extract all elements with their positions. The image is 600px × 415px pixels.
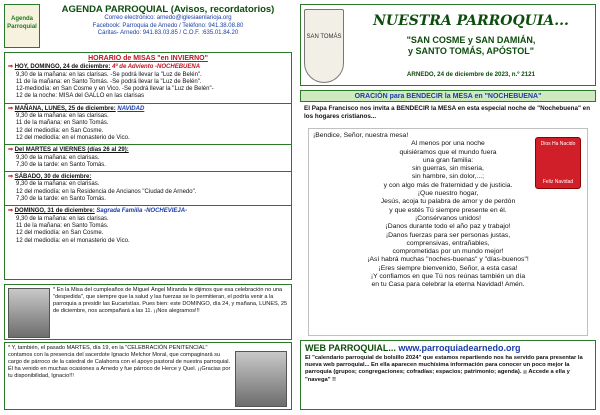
arrow-icon: ⇒ <box>8 64 15 71</box>
prayer-line: quisiéramos que el mundo fuera <box>399 148 497 156</box>
schedule-line: 12 del mediodía: en San Cosme. <box>16 127 104 134</box>
prayer-line: comprometidas por un mundo mejor! <box>392 248 504 256</box>
prayer-intro: El Papa Francisco nos invita a BENDECIR la MESA en esta especial noche de "Nochebuena" en los hogares cristianos... <box>304 105 591 120</box>
schedule-line: 12 del mediodía: en la Residencia de Ancianos "Ciudad de Arnedo". <box>16 188 197 195</box>
prayer-line: sin guerras, sin miseria, <box>412 165 484 173</box>
day-saturday: ⇒ SÁBADO, 30 de diciembre: <box>8 174 92 181</box>
arrow-icon: ⇒ <box>8 105 15 112</box>
schedule-line: 12 del mediodía: en el monasterio de Vico. <box>16 134 130 141</box>
schedule-line: 11 de la mañana: en Santo Tomás. -Se podrá llevar la "Luz de Belén". <box>16 78 202 85</box>
left-page <box>4 4 292 411</box>
day-today: ⇒ HOY, DOMINGO, 24 de diciembre: 4º de Adviento -NOCHEBUENA <box>8 64 201 71</box>
agenda-title: AGENDA PARROQUIAL (Avisos, recordatorios) <box>61 4 275 15</box>
prayer-line: Jesús, acoja tu palabra de amor y de perdón <box>380 198 516 206</box>
schedule-line: 7,30 de la tarde: en Santo Tomás. <box>16 196 106 203</box>
schedule-line: 7,30 de la tarde: en Santo Tomás. <box>16 161 106 168</box>
prayer-line: ¡Que nuestro hogar, <box>417 190 479 198</box>
bulletin-date: ARNEDO, 24 de diciembre de 2023, n.º 2121 <box>406 71 536 78</box>
priest-photo <box>8 288 50 338</box>
schedule-line: 12-mediodía: en San Cosme y en Vico. -Se podrá llevar la "Luz de Belén"- <box>16 86 214 93</box>
agenda-header <box>44 4 292 48</box>
prayer-line: ¡Eres siempre bienvenido, Señor, a esta casa! <box>378 264 518 272</box>
bulletin-subtitle: "SAN COSME y SAN DAMIÁN, y SANTO TOMÁS, APÓSTOL" <box>406 35 536 56</box>
web-url-link[interactable]: www.parroquiadearnedo.org <box>398 343 521 353</box>
schedule-line: 9,30 de la mañana: en clarisas. <box>16 181 100 188</box>
contact-caritas: Cáritas- Arnedo: 941.83.03.85 / C.O.F. :635.01.84.20 <box>97 30 239 37</box>
schedule-title: HORARIO de MISAS "en INVIERNO" <box>88 55 208 62</box>
divider <box>5 171 291 172</box>
news-text: * Y, también, el pasado MARTES, día 19, en la "CELEBRACIÓN PENITENCIAL" contamos con la presencia del sacerdote Ignacio Melchor Moral, que compaginará su cargo de párroco de la catedral de Calahorra con el apoyo pastoral de nuestra parroquial. Él ha venido en muchas ocasiones a Arnedo y fue párroco de Herce y Quel. ¡¡Gracias por tu disponibilidad, Ignacio!!! <box>8 345 231 379</box>
schedule-line: 11 de la mañana: en Santo Tomás. <box>16 222 109 229</box>
divider <box>5 144 291 145</box>
day-monday: ⇒ MAÑANA, LUNES, 25 de diciembre: NAVIDAD <box>8 105 145 112</box>
divider <box>5 205 291 206</box>
web-title: WEB PARROQUIAL... www.parroquiadearnedo.org <box>305 343 521 353</box>
schedule-line: 12 del mediodía: en San Cosme. <box>16 230 104 237</box>
prayer-line: comprensivas, entrañables, <box>406 239 490 247</box>
parish-shield: SAN TOMÁS <box>304 9 344 83</box>
schedule-line: 9,30 de la mañana: en las clarisas. <box>16 113 109 120</box>
schedule-line: 12 de la noche: MISA del GALLO en las clarisas <box>16 93 145 100</box>
christmas-card: Dios Ha Nacido Feliz Navidad <box>535 137 581 189</box>
schedule-line: 9,30 de la mañana: en clarisas. <box>16 154 100 161</box>
news-miranda <box>4 284 292 340</box>
day-weekdays: ⇒ Del MARTES al VIERNES (días 26 al 29): <box>8 147 129 154</box>
prayer-line: ¡Danos durante todo el año paz y trabajo! <box>385 223 511 231</box>
prayer-heading: ORACIÓN para BENDECIR la MESA en "NOCHEBUENA" <box>300 90 596 102</box>
bulletin-header <box>300 4 596 86</box>
prayer-line: ¡Consérvanos unidos! <box>414 214 482 222</box>
divider <box>5 103 291 104</box>
arrow-icon: ⇒ <box>8 174 15 181</box>
web-section <box>300 340 596 410</box>
prayer-line: ¡Bendice, Señor, nuestra mesa! <box>313 132 409 139</box>
prayer-line: sin hambre, sin dolor,...; <box>411 173 485 181</box>
mass-schedule <box>4 52 292 280</box>
schedule-line: 12 del mediodía: en el monasterio de Vico. <box>16 237 130 244</box>
contact-email: Correo electrónico: arnedo@iglesiaenlarioja.org <box>104 15 232 21</box>
agenda-logo: Agenda Parroquial <box>4 4 40 48</box>
prayer-line: una gran familia: <box>422 156 474 164</box>
schedule-line: 11 de la mañana: en Santo Tomás. <box>16 120 109 127</box>
prayer-line: ¡Así habrá muchas "noches-buenas" y "días-buenos"! <box>367 256 529 264</box>
prayer-line: y con algo más de fraternidad y de justicia. <box>383 181 513 189</box>
right-page <box>300 4 596 411</box>
contact-facebook: Facebook: Parroquia de Arnedo / Teléfono: 941.38.08.80 <box>92 22 244 29</box>
day-note: Sagrada Familia -NOCHEVIEJA- <box>96 208 188 215</box>
news-melchor <box>4 342 292 410</box>
prayer-line: Al menos por una noche <box>411 140 485 148</box>
news-text: * En la Misa del cumpleaños de Miguel Ángel Miranda le dijimos que esa celebración no una "despedida", que siempre que la salud y las fuerzas se lo permitieran, el podría venir a la parroquia a presidir las Eucaristías. Pues bien: este DOMINGO, día 24, y mañana, LUNES, 25 de diciembre, nos acompañará a las 11. ¡¡Nos alegramos!!! <box>53 287 288 314</box>
arrow-icon: ⇒ <box>8 147 15 154</box>
prayer-line: en tu Casa para celebrar la eterna Navidad! Amén. <box>371 281 525 289</box>
day-sunday-31: ⇒ DOMINGO, 31 de diciembre: Sagrada Familia -NOCHEVIEJA- <box>8 208 188 215</box>
day-note: NAVIDAD <box>117 105 145 112</box>
web-body: El "calendario parroquial de bolsillo 2024" que estamos repartiendo nos ha servido para presentar la nueva web parroquial... En ella aparecen muchísima información para conocer un poco mejor la parroquia (grupos; congregaciones; cofradías; espacios; patrimonio; agenda). ¡¡ Accede a ella y "navega" !! <box>305 355 583 383</box>
prayer-line: ¡Danos fuerzas para ser personas justas, <box>385 231 511 239</box>
arrow-icon: ⇒ <box>8 208 15 215</box>
day-note: 4º de Adviento -NOCHEBUENA <box>112 64 201 71</box>
schedule-line: 9,30 de la mañana: en las clarisas. <box>16 215 109 222</box>
prayer-text <box>308 128 588 336</box>
prayer-line: y que estés Tú siempre presente en él. <box>389 206 507 214</box>
schedule-line: 9,30 de la mañana: en las clarisas. -Se podrá llevar la "Luz de Belén". <box>16 71 202 78</box>
prayer-line: ¡Y confiamos en que Tú nos reúnas también un día <box>370 273 526 281</box>
priest-photo <box>235 351 287 407</box>
bulletin-title: NUESTRA PARROQUIA... <box>373 13 569 29</box>
